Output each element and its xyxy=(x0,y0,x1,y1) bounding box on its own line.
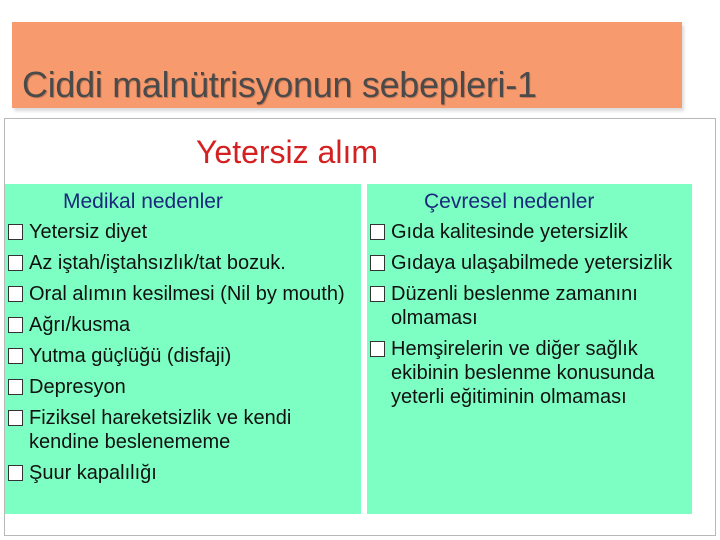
list-item-text: Az iştah/iştahsızlık/tat bozuk. xyxy=(29,252,286,274)
list-item-text: Fiziksel hareketsizlik ve kendi kendine beslenememe xyxy=(29,407,292,453)
list-item-text: Gıda kalitesinde yetersizlik xyxy=(391,221,628,243)
list-item xyxy=(5,220,361,244)
list-item xyxy=(367,282,692,330)
title-bar xyxy=(12,22,682,108)
bullet-box-icon xyxy=(370,224,385,240)
bullet-box-icon xyxy=(8,379,23,395)
medical-causes-heading: Medikal nedenler xyxy=(63,190,223,213)
slide-subtitle: Yetersiz alım xyxy=(196,134,378,170)
environmental-causes-heading: Çevresel nedenler xyxy=(424,190,595,213)
bullet-box-icon xyxy=(8,348,23,364)
list-item-text: Düzenli beslenme zamanını olmaması xyxy=(391,283,638,329)
medical-causes-list xyxy=(5,220,361,492)
list-item xyxy=(5,251,361,275)
environmental-causes-list xyxy=(367,220,692,416)
list-item-text: Gıdaya ulaşabilmede yetersizlik xyxy=(391,252,673,274)
bullet-box-icon xyxy=(8,317,23,333)
bullet-box-icon xyxy=(370,255,385,271)
list-item xyxy=(5,406,361,454)
slide-title: Ciddi malnütrisyonun sebepleri-1 xyxy=(22,64,537,105)
bullet-box-icon xyxy=(370,341,385,357)
list-item xyxy=(367,220,692,244)
bullet-box-icon xyxy=(8,286,23,302)
list-item xyxy=(5,313,361,337)
list-item xyxy=(367,337,692,409)
list-item xyxy=(5,344,361,368)
list-item-text: Şuur kapalılığı xyxy=(29,462,157,484)
list-item xyxy=(5,461,361,485)
bullet-box-icon xyxy=(8,224,23,240)
list-item-text: Yetersiz diyet xyxy=(29,221,148,243)
bullet-box-icon xyxy=(370,286,385,302)
list-item-text: Hemşirelerin ve diğer sağlık ekibinin beslenme konusunda yeterli eğitiminin olmaması xyxy=(391,338,655,408)
list-item-text: Ağrı/kusma xyxy=(29,314,131,336)
list-item xyxy=(5,375,361,399)
list-item-text: Depresyon xyxy=(29,376,126,398)
list-item xyxy=(367,251,692,275)
list-item xyxy=(5,282,361,306)
list-item-text: Oral alımın kesilmesi (Nil by mouth) xyxy=(29,283,345,305)
bullet-box-icon xyxy=(8,465,23,481)
environmental-causes-panel xyxy=(367,184,692,514)
bullet-box-icon xyxy=(8,410,23,426)
list-item-text: Yutma güçlüğü (disfaji) xyxy=(29,345,232,367)
bullet-box-icon xyxy=(8,255,23,271)
medical-causes-panel xyxy=(5,184,361,514)
